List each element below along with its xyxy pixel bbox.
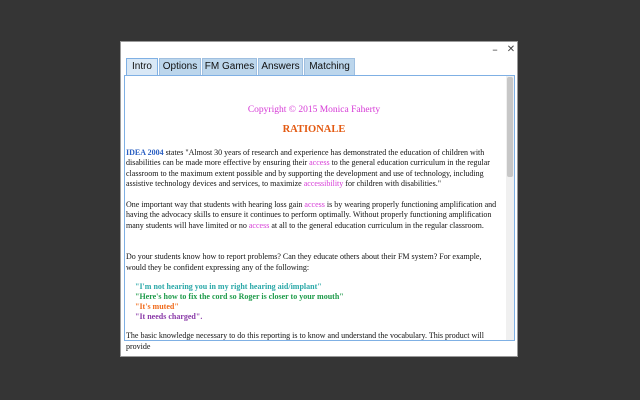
p1-keyword-access: access <box>309 158 330 167</box>
tab-options[interactable]: Options <box>159 58 201 75</box>
p2-keyword-access-1: access <box>304 199 325 209</box>
idea-paragraph <box>125 148 502 190</box>
minimize-button[interactable]: – <box>492 43 498 56</box>
p2-text-2: is by wearing properly functioning amplification and having the advocacy skills to ensure it continues to perform optimally. Without properly functioning amplification many students will have limited or no <box>126 199 497 230</box>
tab-answers[interactable]: Answers <box>258 58 303 75</box>
tab-fm-games[interactable]: FM Games <box>202 58 257 75</box>
p1-text-2: to the general education curriculum in the regular classroom to the maximum extent possible and by supporting the development and use of technology, including assistive technology devices and services, to maximize <box>126 158 490 188</box>
quote-muted: "It's muted" <box>135 302 179 311</box>
p1-text-3: for children with disabilities." <box>343 179 441 188</box>
title-bar <box>121 42 517 58</box>
p2-text-1: One important way that students with hearing loss gain <box>126 199 305 209</box>
p1-text-1: states "Almost 30 years of research and experience has demonstrated the education of children with disabilities can be made more effective by ensuring their <box>126 147 485 167</box>
close-button[interactable]: ✕ <box>506 44 516 55</box>
vocabulary-paragraph: The basic knowledge necessary to do this reporting is to know and understand the vocabulary. This product will provide <box>126 331 484 351</box>
quote-hearing-aid: "I'm not hearing you in my right hearing aid/implant" <box>135 282 322 291</box>
p1-keyword-accessibility: accessibility <box>303 179 344 188</box>
amplification-paragraph <box>125 200 502 232</box>
scrollbar-thumb[interactable] <box>507 77 513 177</box>
question-paragraph: Do your students know how to report problems? Can they educate others about their FM system? For example, would they be confident expressing any of the following: <box>126 252 482 272</box>
copyright-text: Copyright © 2015 Monica Faherty <box>247 105 381 115</box>
intro-content <box>125 76 502 352</box>
vertical-scrollbar[interactable] <box>506 76 514 340</box>
p2-keyword-access-2: access <box>248 220 270 230</box>
tab-matching[interactable]: Matching <box>304 58 355 75</box>
tab-intro[interactable]: Intro <box>126 58 158 75</box>
quote-needs-charged: "It needs charged". <box>135 312 203 321</box>
rationale-heading: RATIONALE <box>282 123 346 135</box>
p2-text-3: at all to the general education curriculum in the regular classroom. <box>269 220 484 230</box>
app-window <box>120 41 518 357</box>
idea-2004-label: IDEA 2004 <box>126 147 164 157</box>
quote-fix-cord: "Here's how to fix the cord so Roger is closer to your mouth" <box>135 292 344 301</box>
example-quotes <box>135 282 502 322</box>
content-panel <box>124 75 515 351</box>
